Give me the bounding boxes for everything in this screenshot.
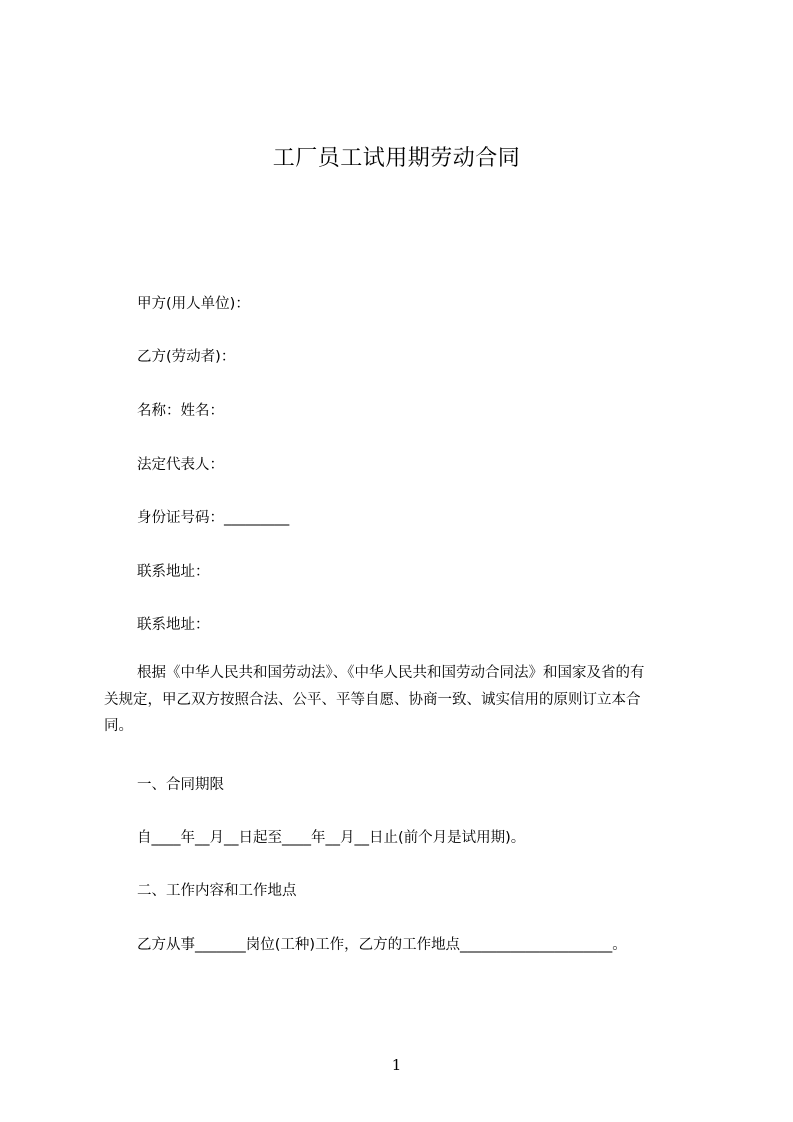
preamble-line-2: 关规定，甲乙双方按照合法、公平、平等自愿、协商一致、诚实信用的原则订立本合 — [104, 691, 641, 708]
address-field-1: 联系地址： — [137, 564, 210, 580]
id-number-field: 身份证号码：_________ — [137, 510, 290, 526]
preamble-line-1: 根据《中华人民共和国劳动法》、《中华人民共和国劳动合同法》和国家及省的有 — [137, 665, 645, 681]
document-title: 工厂员工试用期劳动合同 — [272, 146, 521, 171]
section-2-body: 乙方从事_______岗位(工种)工作，乙方的工作地点_____________________。 — [137, 937, 627, 953]
preamble-paragraph — [104, 660, 714, 740]
preamble-line-3: 同。 — [104, 718, 133, 734]
party-a-field: 甲方(用人单位)： — [137, 296, 250, 312]
section-1-body: 自____年__月__日起至____年__月__日止(前个月是试用期)。 — [137, 830, 526, 846]
section-1-heading: 一、合同期限 — [137, 777, 224, 793]
name-field: 名称：姓名： — [137, 403, 224, 419]
section-2-heading: 二、工作内容和工作地点 — [137, 883, 297, 899]
address-field-2: 联系地址： — [137, 617, 210, 633]
page-number: 1 — [391, 1056, 402, 1074]
party-b-field: 乙方(劳动者)： — [137, 349, 236, 365]
legal-representative-field: 法定代表人： — [137, 457, 224, 473]
